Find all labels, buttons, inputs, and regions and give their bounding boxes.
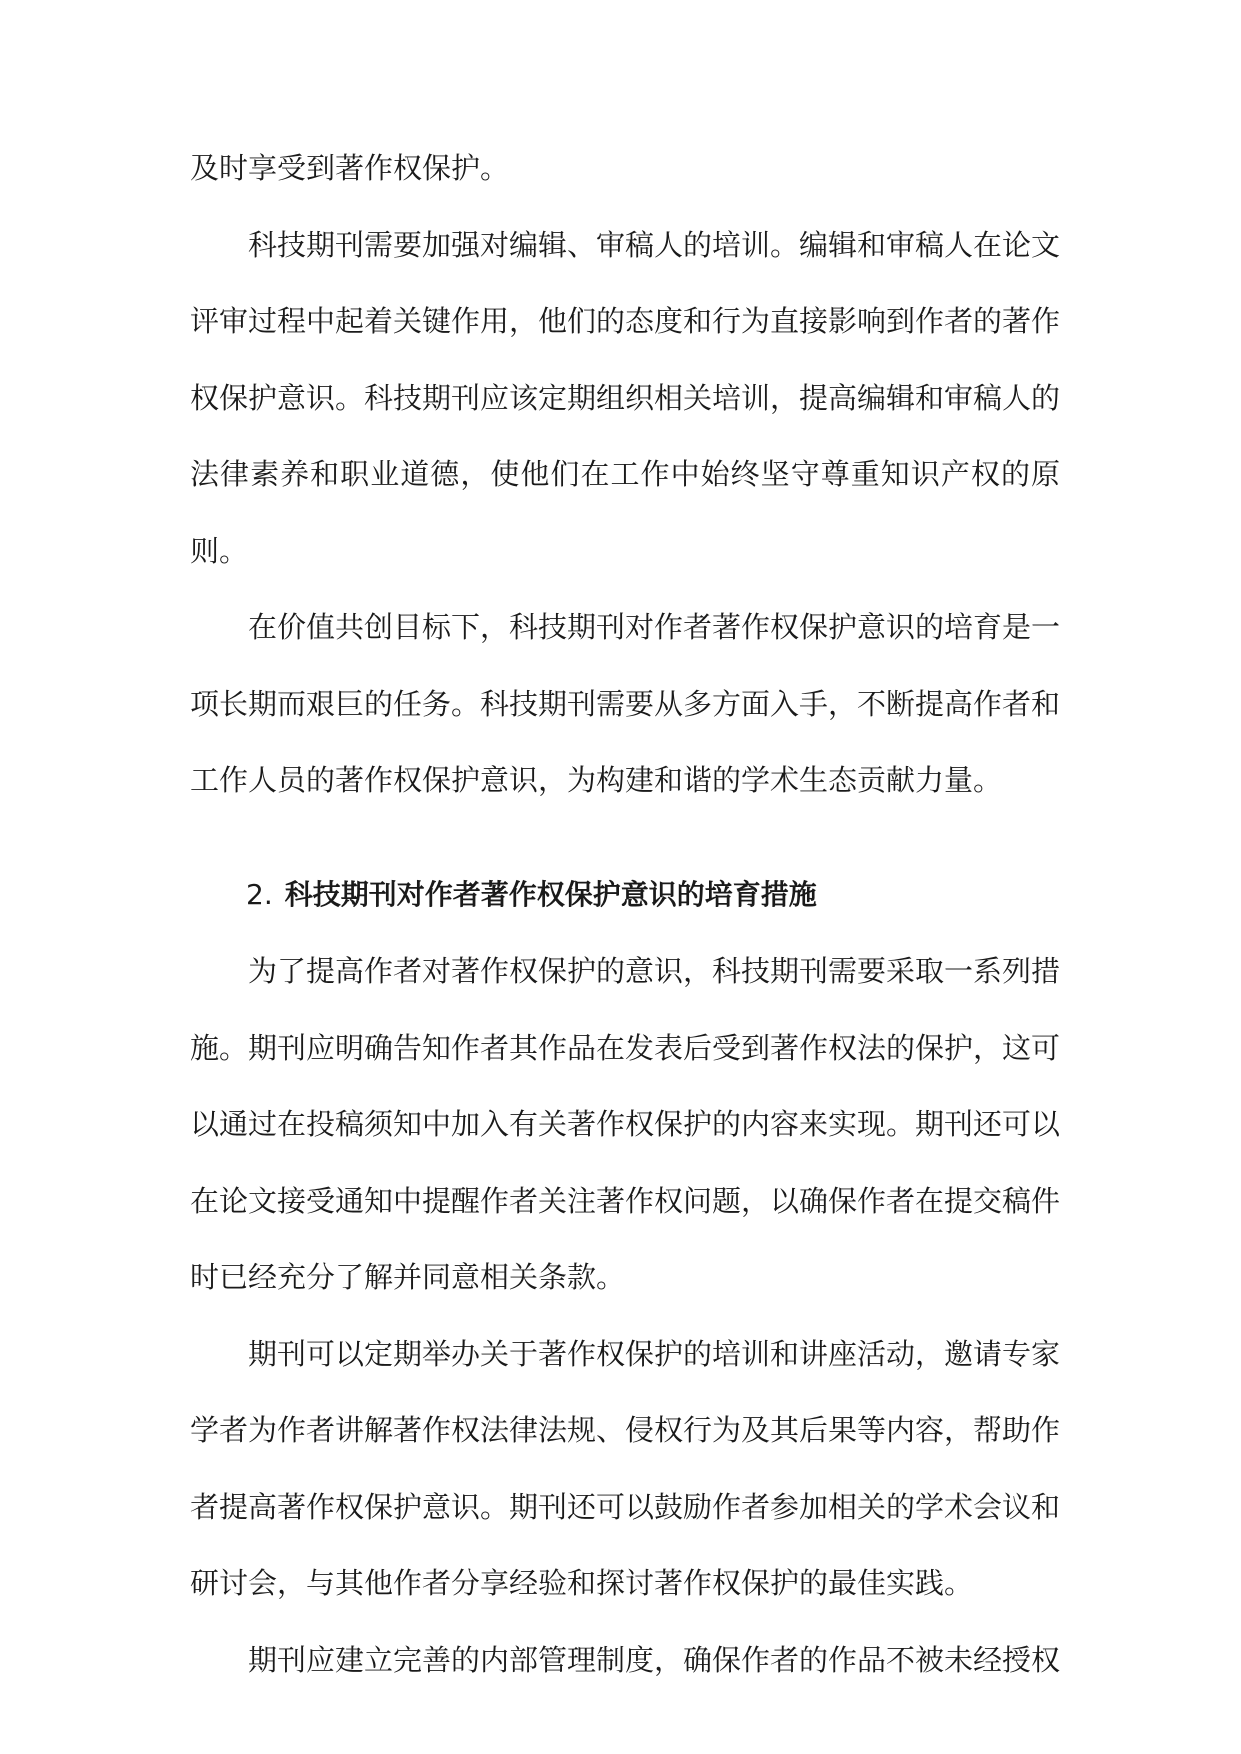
- paragraph-internal-management: 期刊应建立完善的内部管理制度，确保作者的作品不被未经授权: [248, 1642, 1061, 1677]
- paragraph-value-cocreation: 在价值共创目标下，科技期刊对作者著作权保护意识的培育是一项长期而艰巨的任务。科技期刊需要从多方面入手，不断提高作者和工作人员的著作权保护意识，为构建和谐的学术生态贡献力量。: [190, 610, 1061, 797]
- section-number: 2.: [246, 877, 273, 911]
- section-heading: [190, 857, 1060, 934]
- paragraph-editor-training: 科技期刊需要加强对编辑、审稿人的培训。编辑和审稿人在论文评审过程中起着关键作用，他们的态度和行为直接影响到作者的著作权保护意识。科技期刊应该定期组织相关培训，提高编辑和审稿人的法律素养和职业道德，使他们在工作中始终坚守尊重知识产权的原则。: [190, 227, 1061, 568]
- section-title: 科技期刊对作者著作权保护意识的培育措施: [284, 877, 817, 911]
- paragraph-measures: 为了提高作者对著作权保护的意识，科技期刊需要采取一系列措施。期刊应明确告知作者其作品在发表后受到著作权法的保护，这可以通过在投稿须知中加入有关著作权保护的内容来实现。期刊还可以在论文接受通知中提醒作者关注著作权问题，以确保作者在提交稿件时已经充分了解并同意相关条款。: [190, 954, 1061, 1294]
- paragraph-continuation: 及时享受到著作权保护。: [190, 151, 510, 185]
- document-body: [190, 130, 1060, 1698]
- paragraph-training-lectures: 期刊可以定期举办关于著作权保护的培训和讲座活动，邀请专家学者为作者讲解著作权法律法规、侵权行为及其后果等内容，帮助作者提高著作权保护意识。期刊还可以鼓励作者参加相关的学术会议和研讨会，与其他作者分享经验和探讨著作权保护的最佳实践。: [190, 1336, 1061, 1600]
